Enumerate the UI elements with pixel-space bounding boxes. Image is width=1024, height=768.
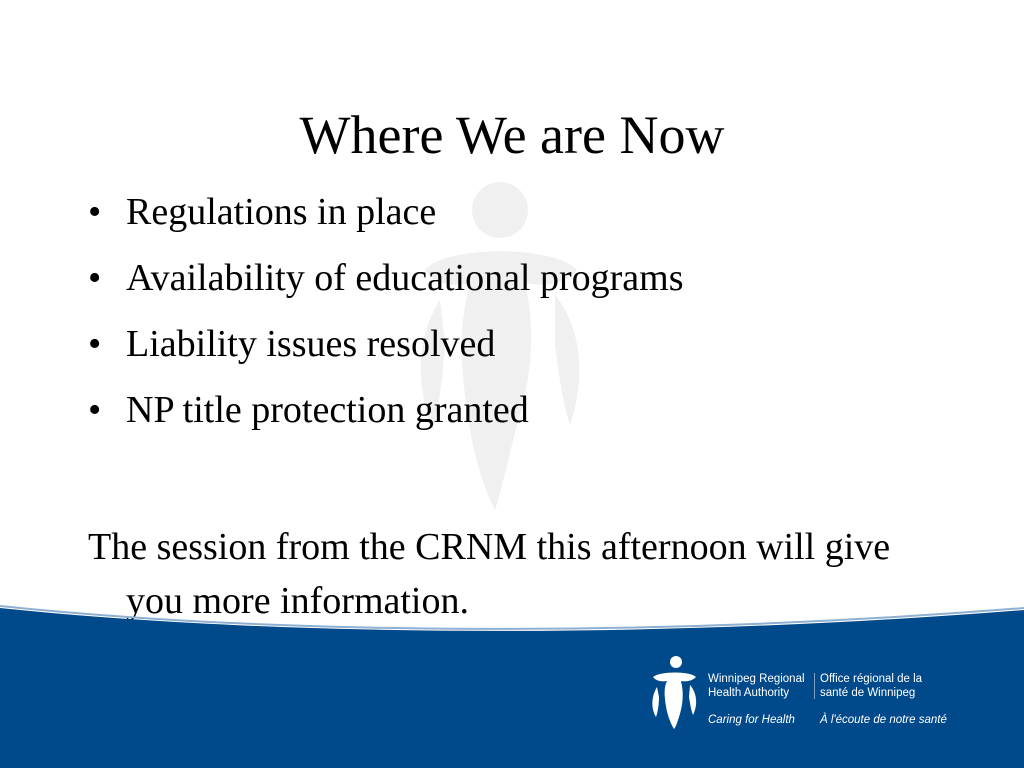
bullet-text: Regulations in place: [126, 191, 437, 233]
logo-french: [820, 672, 947, 727]
bullet-text: NP title protection granted: [126, 389, 529, 431]
list-item: [88, 190, 684, 235]
bullet-symbol: •: [88, 191, 102, 233]
wrha-figure-icon: [650, 655, 698, 729]
wrha-logo: [650, 655, 980, 735]
logo-fr-tagline: À l'écoute de notre santé: [820, 714, 947, 726]
logo-divider: [814, 673, 815, 699]
logo-en-tagline: Caring for Health: [708, 714, 795, 726]
logo-fr-line1: Office régional de la: [820, 673, 923, 685]
logo-en-line2: Health Authority: [708, 687, 790, 699]
page-title: Where We are Now: [299, 105, 725, 165]
list-item: [88, 256, 684, 301]
list-item: [88, 388, 684, 433]
session-note: The session from the CRNM this afternoon will give you more information.: [88, 526, 891, 622]
bullet-text: Availability of educational programs: [126, 257, 684, 299]
logo-en-line1: Winnipeg Regional: [708, 673, 805, 685]
logo-english: [708, 672, 805, 727]
bullet-symbol: •: [88, 389, 102, 431]
bullet-text: Liability issues resolved: [126, 323, 496, 365]
logo-fr-line2: santé de Winnipeg: [820, 687, 916, 699]
list-item: [88, 322, 684, 367]
bullet-symbol: •: [88, 257, 102, 299]
bullet-symbol: •: [88, 323, 102, 365]
bullet-list: [88, 190, 684, 454]
